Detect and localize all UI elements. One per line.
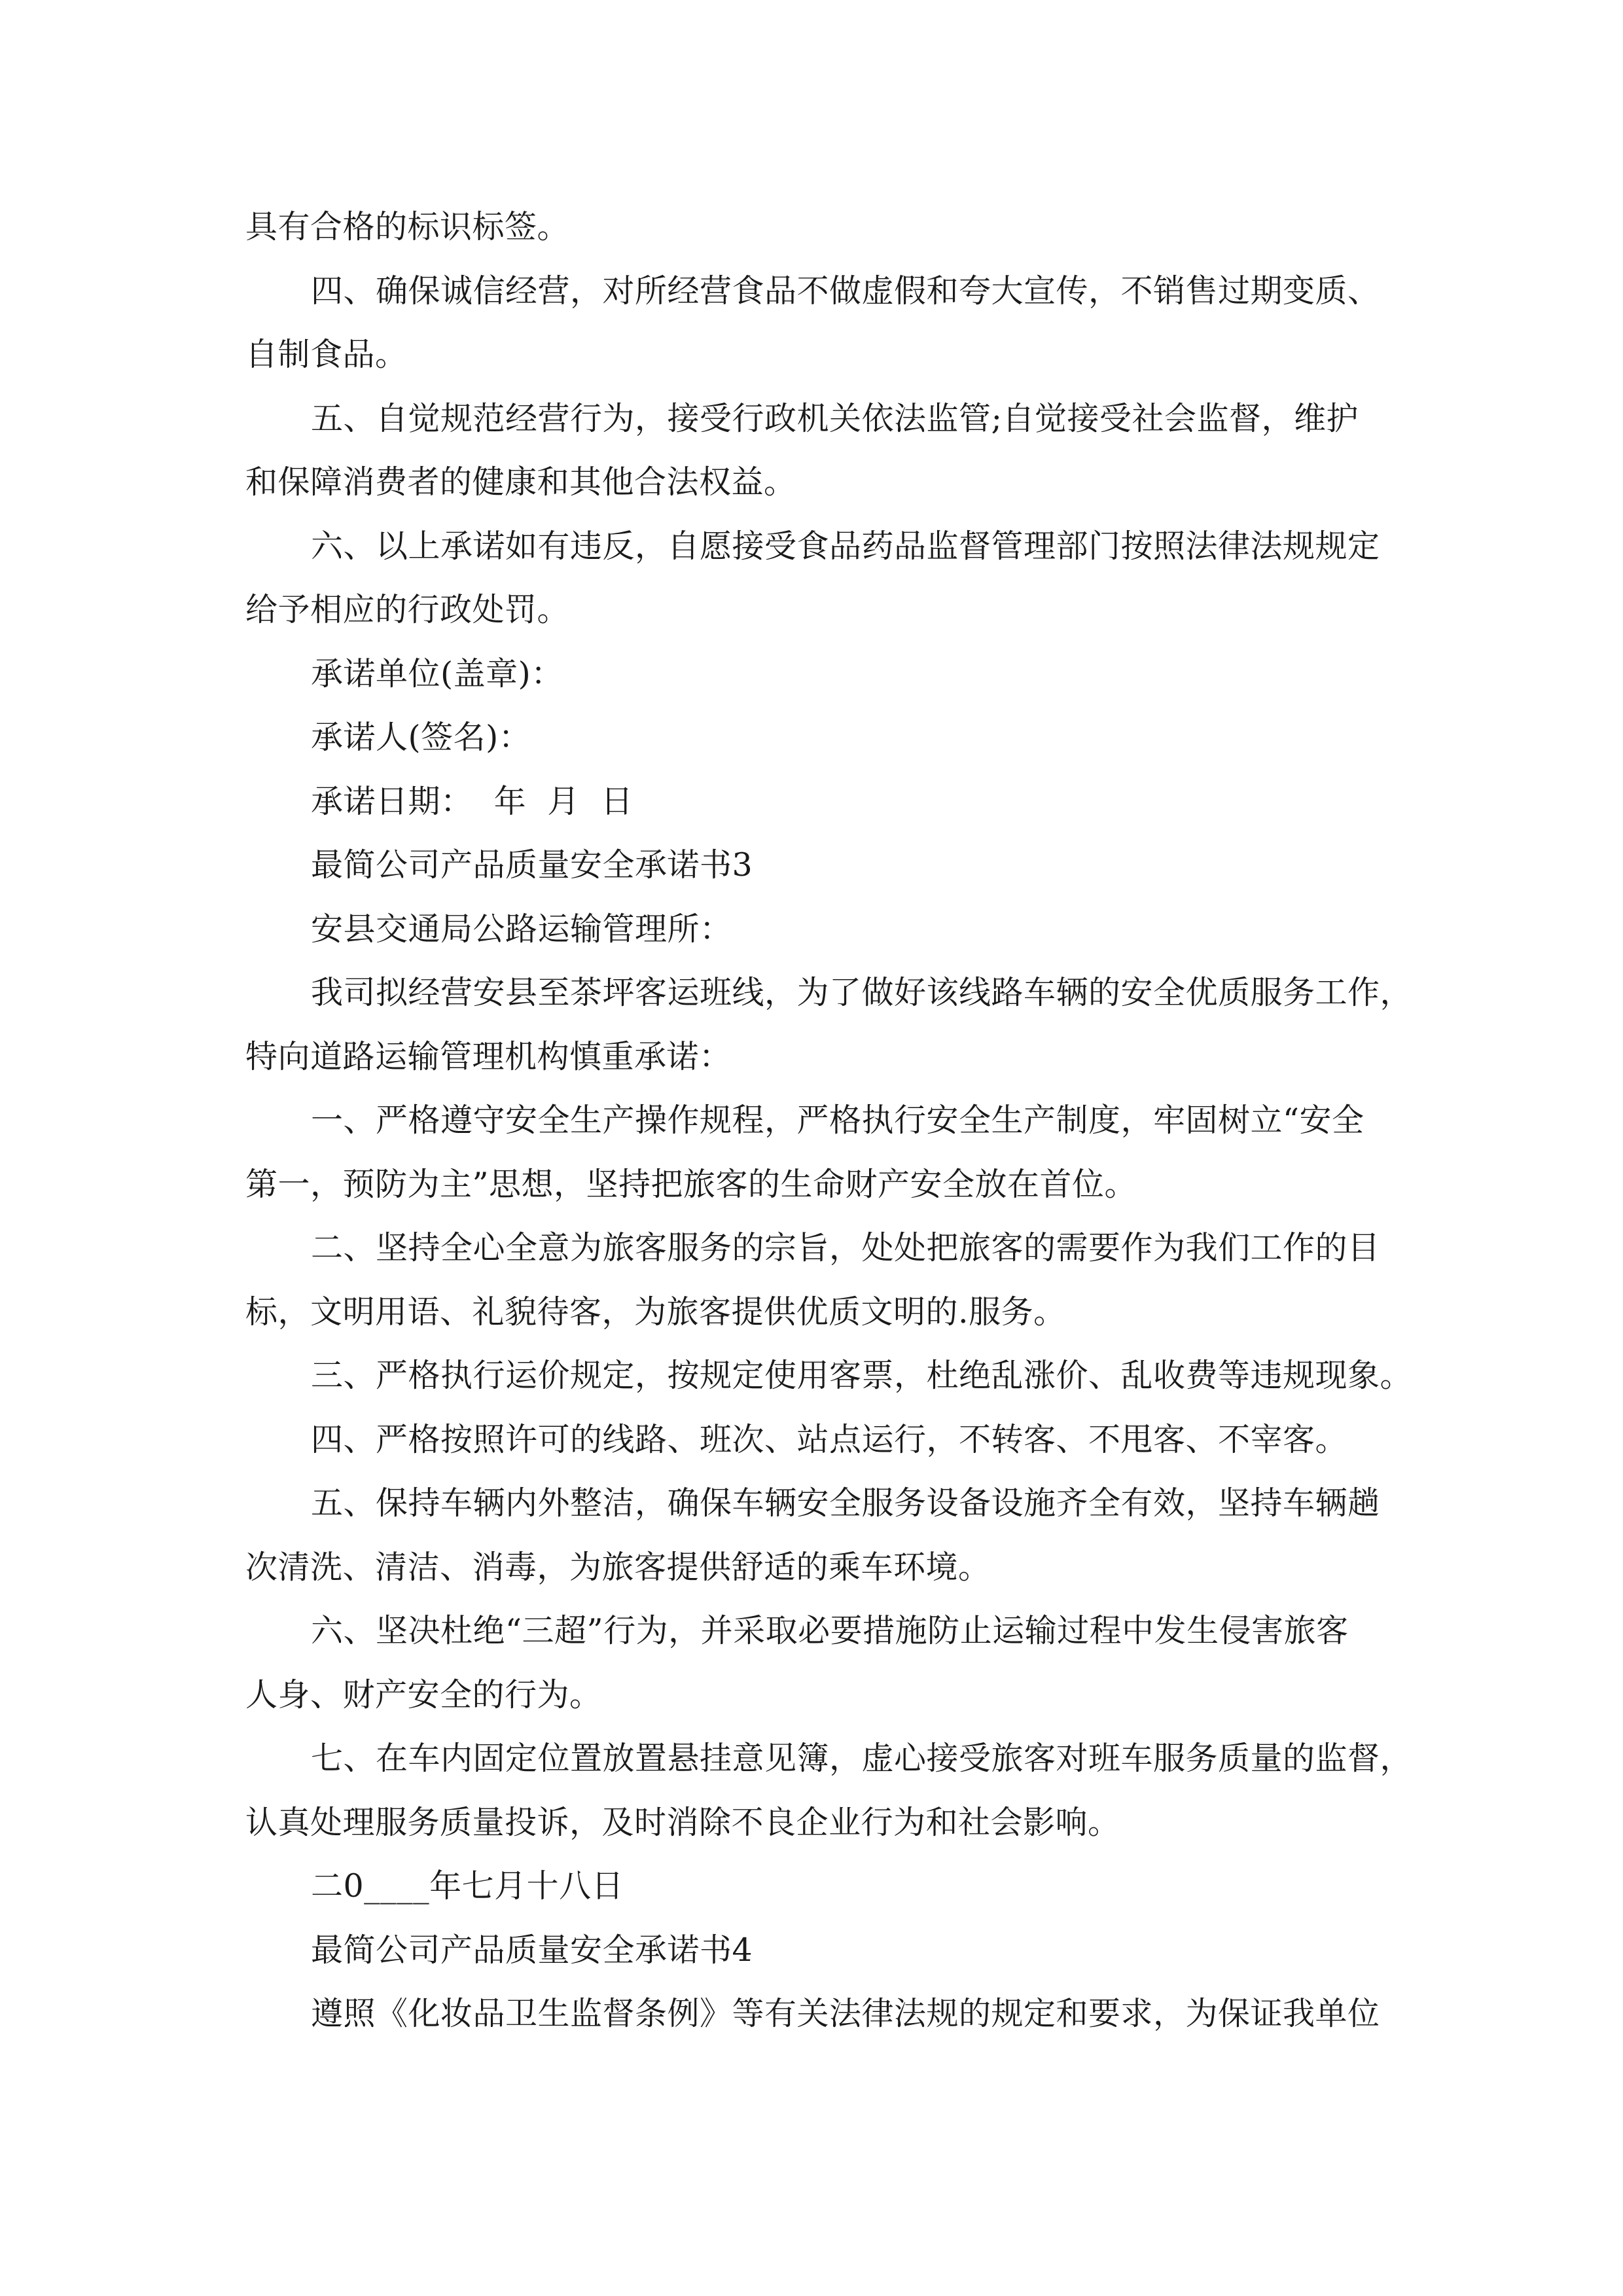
text-line: 次清洗、清洁、消毒，为旅客提供舒适的乘车环境。 [245, 1548, 991, 1586]
text-line: 我司拟经营安县至茶坪客运班线，为了做好该线路车辆的安全优质服务工作， [311, 974, 1413, 1011]
text-line: 四、严格按照许可的线路、班次、站点运行，不转客、不甩客、不宰客。 [311, 1420, 1348, 1458]
text-line: 给予相应的行政处罚。 [245, 591, 570, 628]
text-line: 遵照《化妆品卫生监督条例》等有关法律法规的规定和要求，为保证我单位 [311, 1995, 1380, 2032]
text-line: 五、自觉规范经营行为，接受行政机关依法监管;自觉接受社会监督，维护 [311, 399, 1359, 437]
date-line: 承诺日期： 年 月 日 [311, 782, 633, 820]
section-heading: 最简公司产品质量安全承诺书4 [311, 1931, 753, 1969]
section-heading: 最简公司产品质量安全承诺书3 [311, 846, 753, 884]
text-line: 人身、财产安全的行为。 [245, 1676, 602, 1713]
signatory-line: 承诺人(签名)： [311, 719, 531, 756]
text-line: 三、严格执行运价规定，按规定使用客票，杜绝乱涨价、乱收费等违规现象。 [311, 1357, 1413, 1394]
text-line: 五、保持车辆内外整洁，确保车辆安全服务设备设施齐全有效，坚持车辆趟 [311, 1484, 1380, 1522]
date-line: 二0____年七月十八日 [311, 1867, 624, 1905]
text-line: 六、以上承诺如有违反，自愿接受食品药品监督管理部门按照法律法规规定 [311, 527, 1380, 565]
text-line: 第一，预防为主”思想，坚持把旅客的生命财产安全放在首位。 [245, 1165, 1137, 1203]
signature-unit-line: 承诺单位(盖章)： [311, 655, 563, 692]
text-line: 具有合格的标识标签。 [245, 208, 570, 245]
text-line: 和保障消费者的健康和其他合法权益。 [245, 463, 796, 501]
text-line: 特向道路运输管理机构慎重承诺： [245, 1037, 732, 1075]
text-line: 标，文明用语、礼貌待客，为旅客提供优质文明的.服务。 [245, 1293, 1066, 1331]
text-line: 认真处理服务质量投诉，及时消除不良企业行为和社会影响。 [245, 1803, 1120, 1841]
text-line: 一、严格遵守安全生产操作规程，严格执行安全生产制度，牢固树立“安全 [311, 1102, 1364, 1139]
text-line: 七、在车内固定位置放置悬挂意见簿，虚心接受旅客对班车服务质量的监督， [311, 1740, 1413, 1777]
text-line: 六、坚决杜绝“三超”行为，并采取必要措施防止运输过程中发生侵害旅客 [311, 1612, 1349, 1649]
addressee-line: 安县交通局公路运输管理所： [311, 910, 732, 948]
text-line: 四、确保诚信经营，对所经营食品不做虚假和夸大宣传，不销售过期变质、 [311, 272, 1380, 310]
text-line: 二、坚持全心全意为旅客服务的宗旨，处处把旅客的需要作为我们工作的目 [311, 1229, 1380, 1266]
text-line: 自制食品。 [245, 336, 408, 373]
document-page [245, 195, 1413, 2046]
